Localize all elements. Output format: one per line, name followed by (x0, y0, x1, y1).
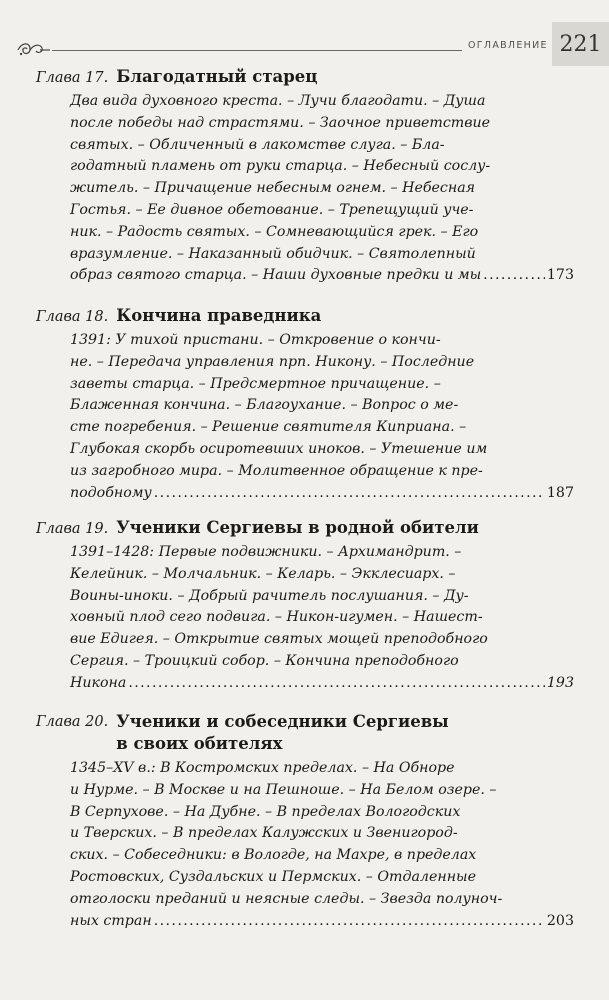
description-line: Два вида духовного креста. – Лучи благодати. – Душа (70, 93, 486, 109)
page-reference[interactable]: 173 (546, 267, 574, 284)
toc-entry-chapter-18[interactable] (36, 305, 574, 504)
description-last-line (70, 911, 574, 933)
description-line: ник. – Радость святых. – Сомневающийся грек. – Его (70, 223, 479, 240)
chapter-label: Глава 20. (36, 714, 109, 730)
chapter-description (70, 758, 574, 932)
description-line: и Тверских. – В пределах Калужских и Звенигород- (70, 825, 458, 842)
description-line: и Нурме. – В Москве и на Пешноше. – На Белом озере. – (70, 781, 497, 798)
chapter-label: Глава 17. (36, 70, 109, 86)
chapter-title-line: в своих обителях (116, 734, 283, 753)
description-line: отголоски преданий и неясные следы. – Звезда полуноч- (70, 890, 503, 907)
chapter-title: Кончина праведника (116, 306, 322, 325)
toc-entry-chapter-20[interactable] (36, 711, 574, 932)
dot-leader (154, 483, 545, 505)
page-number: 221 (552, 22, 609, 66)
description-line: Гостья. – Ее дивное обетование. – Трепещущий уче- (70, 201, 474, 218)
description-line: ных стран (70, 912, 152, 929)
description-line: житель. – Причащение небесным огнем. – Небесная (70, 180, 476, 197)
description-line: вразумление. – Наказанный обидчик. – Святолепный (70, 245, 476, 262)
description-line: ховный плод сего подвига. – Никон-игумен. – Нашест- (70, 609, 483, 626)
description-line: подобному (70, 484, 152, 501)
chapter-title-line: Ученики и собеседники Сергиевы (116, 712, 449, 731)
toc-entry-chapter-17[interactable] (36, 66, 574, 287)
description-line: Воины-иноки. – Добрый рачитель послушания. – Ду- (70, 587, 469, 604)
description-line: Ростовских, Суздальских и Пермских. – Отдаленные (70, 868, 477, 885)
toc-entry-chapter-19[interactable] (36, 517, 574, 695)
page-reference[interactable]: 187 (546, 484, 574, 501)
description-line: Келейник. – Молчальник. – Келарь. – Экклесиарх. – (70, 565, 456, 582)
description-line: образ святого старца. – Наши духовные предки и мы (70, 267, 482, 284)
description-line: не. – Передача управления прп. Никону. – Последние (70, 353, 475, 370)
page-header (0, 0, 609, 74)
chapter-title: Благодатный старец (116, 67, 318, 86)
description-line: Блаженная кончина. – Благоухание. – Вопрос о ме- (70, 397, 459, 414)
description-line: сте погребения. – Решение святителя Киприана. – (70, 419, 467, 436)
chapter-description (70, 330, 574, 504)
chapter-title: Ученики Сергиевы в родной обители (116, 518, 479, 537)
page-reference[interactable]: 193 (546, 674, 574, 691)
description-line: из загробного мира. – Молитвенное обращение к пре- (70, 462, 483, 479)
running-title: ОГЛАВЛЕНИЕ (468, 40, 548, 51)
description-last-line (70, 483, 574, 505)
description-line: Глубокая скорбь осиротевших иноков. – Утешение им (70, 440, 488, 457)
description-line: 1391: У тихой пристани. – Откровение о кончи- (70, 332, 441, 348)
description-last-line (70, 673, 574, 695)
chapter-title (116, 711, 449, 755)
chapter-label: Глава 18. (36, 309, 109, 325)
description-line: 1345–XV в.: В Костромских пределах. – На Обноре (70, 760, 455, 776)
floral-ornament-icon (16, 40, 50, 60)
chapter-description (70, 91, 574, 287)
description-last-line (70, 265, 574, 287)
dot-leader (483, 265, 545, 287)
dot-leader (154, 911, 545, 933)
chapter-description (70, 542, 574, 695)
description-line: годатный пламень от руки старца. – Небесный сослу- (70, 158, 491, 175)
description-line: после победы над страстями. – Заочное приветствие (70, 114, 491, 131)
description-line: вие Едигея. – Открытие святых мощей преподобного (70, 631, 488, 648)
dot-leader (128, 673, 545, 695)
page-reference[interactable]: 203 (546, 912, 574, 929)
description-line: Сергия. – Троицкий собор. – Кончина преподобного (70, 652, 459, 669)
description-line: 1391–1428: Первые подвижники. – Архимандрит. – (70, 544, 462, 560)
description-line: святых. – Обличенный в лакомстве слуга. – Бла- (70, 136, 445, 153)
chapter-label: Глава 19. (36, 521, 109, 537)
description-line: В Серпухове. – На Дубне. – В пределах Вологодских (70, 803, 461, 820)
description-line: заветы старца. – Предсмертное причащение. – (70, 375, 441, 392)
description-line: ских. – Собеседники: в Вологде, на Махре, в пределах (70, 847, 477, 864)
description-line: Никона (70, 674, 127, 691)
header-rule (52, 50, 462, 51)
